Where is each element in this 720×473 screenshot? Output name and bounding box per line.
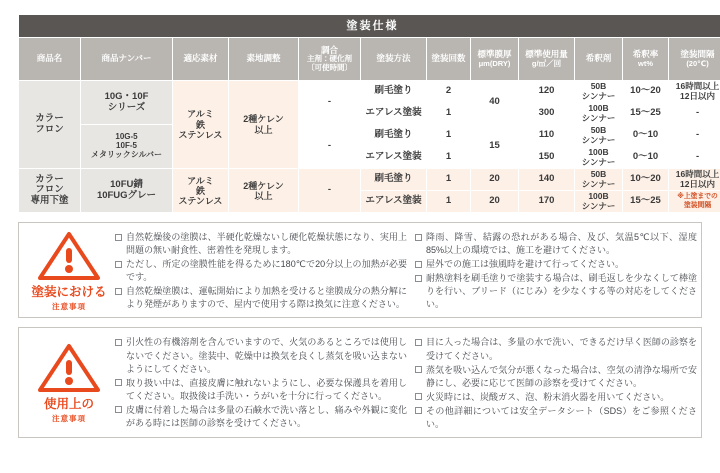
col-header-coating-method: 塗装方法 [361,38,427,81]
cell-recoat-interval: 16時間以上 12日以内 [669,169,720,191]
cell-usage-amount: 110 [519,125,575,147]
list-item: 引火性の有機溶剤を含んでいますので、火気のあるところでは使用しないでください。塗装中、乾燥中は換気を良くし蒸気を吸い込まないようにしてください。 [115,336,407,375]
cell-dilution-rate: 0〜10 [623,125,669,147]
warning-box-usage [18,327,702,437]
warning-left-column [115,336,407,431]
warning-icon-block [23,228,115,312]
cell-film-thickness: 40 [471,81,519,125]
cell-usage-amount: 120 [519,81,575,103]
cell-thinner: 100B シンナー [575,191,623,213]
warning-subtitle: 注意事項 [52,301,86,311]
warning-left-column [115,231,407,312]
cell-recoat-interval: - [669,125,720,147]
cell-coating-times: 1 [427,191,471,213]
col-header-product-name: 商品名 [19,38,81,81]
cell-product-name: カラー フロン 専用下塗 [19,169,81,213]
cell-coating-times: 1 [427,147,471,169]
col-header-usage-amount: 標準使用量 g/㎡／回 [519,38,575,81]
cell-usage-amount: 300 [519,103,575,125]
cell-surface-prep: 2種ケレン 以上 [229,169,299,213]
cell-mix-ratio: - [299,169,361,213]
warning-columns [115,333,697,431]
table-row [19,125,720,147]
cell-material: アルミ 鉄 ステンレス [173,81,229,169]
table-row [19,169,720,191]
cell-coating-method: エアレス塗装 [361,147,427,169]
table-row [19,81,720,103]
spec-table-title: 塗装仕様 [19,15,720,38]
cell-usage-amount: 150 [519,147,575,169]
col-header-dilution-rate: 希釈率 wt% [623,38,669,81]
col-header-recoat-interval: 塗装間隔 (20℃) [669,38,720,81]
cell-dilution-rate: 15〜25 [623,103,669,125]
cell-mix-ratio: - [299,81,361,125]
cell-coating-times: 2 [427,81,471,103]
warning-triangle-icon [38,343,100,393]
cell-coating-method: 刷毛塗り [361,169,427,191]
cell-dilution-rate: 10〜20 [623,169,669,191]
list-item: 耐熱塗料を刷毛塗りで塗装する場合は、刷毛返しを少なくして棒塗りを行い、ブリード（にじみ）を少なくする等の対応をしてください。 [415,272,697,311]
col-header-mix-ratio: 調合 主剤：硬化剤 〔可使時間〕 [299,38,361,81]
cell-thinner: 50B シンナー [575,169,623,191]
cell-usage-amount: 140 [519,169,575,191]
cell-thinner: 100B シンナー [575,147,623,169]
cell-material: アルミ 鉄 ステンレス [173,169,229,213]
warning-triangle-icon [38,231,100,281]
col-header-thinner: 希釈剤 [575,38,623,81]
recoat-interval-note: ※上塗までの 塗装間隔 [677,193,718,209]
cell-dilution-rate: 10〜20 [623,81,669,103]
cell-product-number: 10G-5 10F-5 メタリックシルバー [81,125,173,169]
list-item: 降雨、降雪、結露の恐れがある場合、及び、気温5℃以下、湿度85%以上の環境では、施工を避けてください。 [415,231,697,257]
cell-coating-times: 1 [427,169,471,191]
cell-film-thickness: 20 [471,169,519,191]
cell-usage-amount: 170 [519,191,575,213]
warning-right-column [415,336,697,431]
warning-right-column [415,231,697,312]
spec-table-head [19,15,720,81]
list-item: ただし、所定の塗膜性能を得るために180℃で20分以上の加熱が必要です。 [115,258,407,284]
warning-title: 使用上の [43,397,94,412]
cell-thinner: 50B シンナー [575,125,623,147]
cell-film-thickness: 15 [471,125,519,169]
spec-title-row [19,15,720,38]
list-item: 自然乾燥後の塗膜は、半硬化乾燥ないし硬化乾燥状態になり、実用上問題の無い耐食性、密着性を発現します。 [115,231,407,257]
list-item: その他詳細については安全データシート（SDS）をご参照ください。 [415,405,697,431]
cell-recoat-interval: - [669,147,720,169]
cell-recoat-interval [669,191,720,213]
list-item: 皮膚に付着した場合は多量の石鹸水で洗い落とし、痛みや外観に変化がある時には医師の診察を受けてください。 [115,404,407,430]
list-item: 目に入った場合は、多量の水で洗い、できるだけ早く医師の診察を受けてください。 [415,336,697,362]
col-header-coating-times: 塗装回数 [427,38,471,81]
cell-dilution-rate: 0〜10 [623,147,669,169]
cell-coating-method: エアレス塗装 [361,103,427,125]
spec-table-container [18,0,720,213]
list-item: 蒸気を吸い込んで気分が悪くなった場合は、空気の清浄な場所で安静にし、必要に応じて医師の診察を受けてください。 [415,364,697,390]
list-item: 取り扱い中は、直接皮膚に触れないようにし、必要な保護具を着用してください。取扱後は手洗い・うがいを十分に行ってください。 [115,377,407,403]
warning-columns [115,228,697,312]
cell-coating-method: 刷毛塗り [361,125,427,147]
cell-mix-ratio: - [299,125,361,169]
list-item: 火災時には、炭酸ガス、泡、粉末消火器を用いてください。 [415,391,697,404]
list-item: 屋外での施工は強風時を避けて行ってください。 [415,258,697,271]
warning-icon-block [23,333,115,431]
col-header-material: 適応素材 [173,38,229,81]
cell-recoat-interval: 16時間以上 12日以内 [669,81,720,103]
cell-thinner: 50B シンナー [575,81,623,103]
spec-table-body [19,81,720,213]
warning-subtitle: 注意事項 [52,414,86,424]
warning-box-coating [18,222,702,318]
spec-header-row [19,38,720,81]
cell-coating-method: エアレス塗装 [361,191,427,213]
cell-surface-prep: 2種ケレン 以上 [229,81,299,169]
cell-product-number: 10FU錆 10FUGグレー [81,169,173,213]
col-header-film-thickness: 標準膜厚 μm(DRY) [471,38,519,81]
cell-thinner: 100B シンナー [575,103,623,125]
cell-dilution-rate: 15〜25 [623,191,669,213]
list-item: 自然乾燥塗膜は、運転開始により加熱を受けると塗膜成分の熱分解により発煙がありますので、屋内で使用する際は換気に注意ください。 [115,285,407,311]
cell-recoat-interval: - [669,103,720,125]
cell-coating-times: 1 [427,125,471,147]
cell-product-number: 10G・10F シリーズ [81,81,173,125]
cell-product-name: カラー フロン [19,81,81,169]
col-header-surface-prep: 素地調整 [229,38,299,81]
cell-coating-method: 刷毛塗り [361,81,427,103]
cell-film-thickness: 20 [471,191,519,213]
col-header-product-number: 商品ナンバー [81,38,173,81]
warning-title: 塗装における [31,284,107,299]
coating-spec-table [18,14,720,213]
cell-coating-times: 1 [427,103,471,125]
